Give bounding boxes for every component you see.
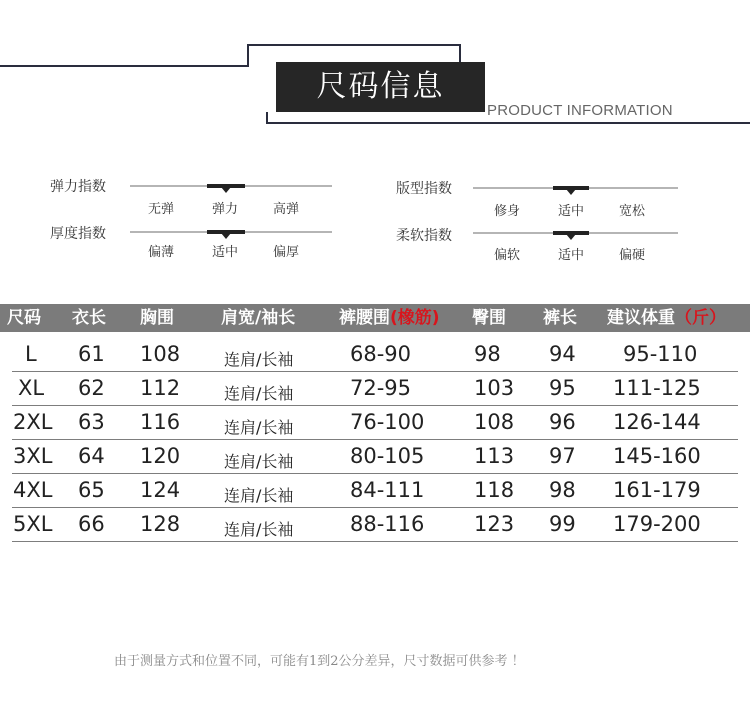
cell-hip: 108 xyxy=(474,410,515,434)
index-option: 偏软 xyxy=(494,248,521,263)
cell-length: 66 xyxy=(78,512,105,536)
cell-pants-length: 96 xyxy=(549,410,576,434)
cell-waist: 88-116 xyxy=(350,512,425,536)
cell-size: 4XL xyxy=(13,478,53,502)
index-label-fit: 版型指数 xyxy=(396,181,452,197)
header-hip: 臀围 xyxy=(472,308,506,328)
index-option: 修身 xyxy=(494,204,521,219)
cell-length: 64 xyxy=(78,444,105,468)
header-weight xyxy=(607,304,726,332)
cell-chest: 116 xyxy=(140,410,181,434)
header-line-right-vertical xyxy=(459,44,461,62)
index-option: 偏厚 xyxy=(273,245,300,260)
row-divider xyxy=(12,541,738,542)
index-option: 高弹 xyxy=(273,202,300,217)
cell-weight: 95-110 xyxy=(623,342,698,366)
cell-pants-length: 98 xyxy=(549,478,576,502)
header-waist xyxy=(339,304,440,332)
cell-weight: 179-200 xyxy=(613,512,701,536)
cell-size: 3XL xyxy=(13,444,53,468)
cell-size: 5XL xyxy=(13,512,53,536)
cell-waist: 72-95 xyxy=(350,376,412,400)
cell-shoulder-sleeve: 连肩/长袖 xyxy=(224,384,294,403)
header-length: 衣长 xyxy=(72,308,106,328)
cell-chest: 128 xyxy=(140,512,181,536)
cell-shoulder-sleeve: 连肩/长袖 xyxy=(224,452,294,471)
row-divider xyxy=(12,507,738,508)
index-option: 无弹 xyxy=(148,202,175,217)
cell-size: XL xyxy=(18,376,45,400)
index-label-elastic: 弹力指数 xyxy=(50,179,106,195)
header-waist-label: 裤腰围 xyxy=(339,308,390,328)
index-pointer-softness xyxy=(566,234,576,240)
cell-chest: 124 xyxy=(140,478,181,502)
index-pointer-elastic xyxy=(221,187,231,193)
header-chest: 胸围 xyxy=(140,308,174,328)
row-divider xyxy=(12,371,738,372)
cell-length: 65 xyxy=(78,478,105,502)
header-weight-note: （斤） xyxy=(675,308,726,328)
cell-weight: 126-144 xyxy=(613,410,701,434)
header-pants-length: 裤长 xyxy=(543,308,577,328)
cell-shoulder-sleeve: 连肩/长袖 xyxy=(224,418,294,437)
index-label-softness: 柔软指数 xyxy=(396,228,452,244)
header-weight-label: 建议体重 xyxy=(607,308,675,328)
cell-size: L xyxy=(25,342,37,366)
cell-pants-length: 99 xyxy=(549,512,576,536)
index-pointer-thickness xyxy=(221,233,231,239)
header-waist-note: (橡筋) xyxy=(390,308,440,328)
cell-shoulder-sleeve: 连肩/长袖 xyxy=(224,486,294,505)
cell-size: 2XL xyxy=(13,410,53,434)
cell-chest: 112 xyxy=(140,376,181,400)
index-option: 偏薄 xyxy=(148,245,175,260)
cell-hip: 123 xyxy=(474,512,515,536)
header-line-left xyxy=(0,65,249,67)
index-option-selected: 适中 xyxy=(558,248,585,263)
cell-chest: 120 xyxy=(140,444,181,468)
cell-length: 61 xyxy=(78,342,105,366)
index-option-selected: 适中 xyxy=(558,204,585,219)
cell-pants-length: 94 xyxy=(549,342,576,366)
index-option: 宽松 xyxy=(619,204,646,219)
cell-weight: 161-179 xyxy=(613,478,701,502)
header-line-top xyxy=(248,44,460,46)
cell-waist: 84-111 xyxy=(350,478,425,502)
cell-weight: 145-160 xyxy=(613,444,701,468)
cell-waist: 76-100 xyxy=(350,410,425,434)
index-option: 偏硬 xyxy=(619,248,646,263)
row-divider xyxy=(12,439,738,440)
cell-pants-length: 95 xyxy=(549,376,576,400)
index-option-selected: 弹力 xyxy=(212,202,239,217)
cell-hip: 98 xyxy=(474,342,501,366)
index-label-thickness: 厚度指数 xyxy=(50,226,106,242)
header-line-left-vertical xyxy=(247,44,249,66)
page-title: 尺码信息 xyxy=(276,62,485,112)
index-option-selected: 适中 xyxy=(212,245,239,260)
cell-waist: 68-90 xyxy=(350,342,412,366)
cell-waist: 80-105 xyxy=(350,444,425,468)
header-size: 尺码 xyxy=(7,308,41,328)
measurement-footnote: 由于测量方式和位置不同，可能有1到2公分差异，尺寸数据可供参考 ！ xyxy=(114,654,525,669)
row-divider xyxy=(12,405,738,406)
cell-shoulder-sleeve: 连肩/长袖 xyxy=(224,350,294,369)
cell-hip: 103 xyxy=(474,376,515,400)
header-shoulder-sleeve: 肩宽/袖长 xyxy=(221,308,296,328)
cell-hip: 118 xyxy=(474,478,515,502)
row-divider xyxy=(12,473,738,474)
cell-pants-length: 97 xyxy=(549,444,576,468)
cell-length: 62 xyxy=(78,376,105,400)
cell-weight: 111-125 xyxy=(613,376,701,400)
cell-chest: 108 xyxy=(140,342,181,366)
cell-hip: 113 xyxy=(474,444,515,468)
header-line-right xyxy=(266,122,750,124)
cell-shoulder-sleeve: 连肩/长袖 xyxy=(224,520,294,539)
index-pointer-fit xyxy=(566,189,576,195)
page-subtitle: PRODUCT INFORMATION xyxy=(487,102,673,119)
cell-length: 63 xyxy=(78,410,105,434)
